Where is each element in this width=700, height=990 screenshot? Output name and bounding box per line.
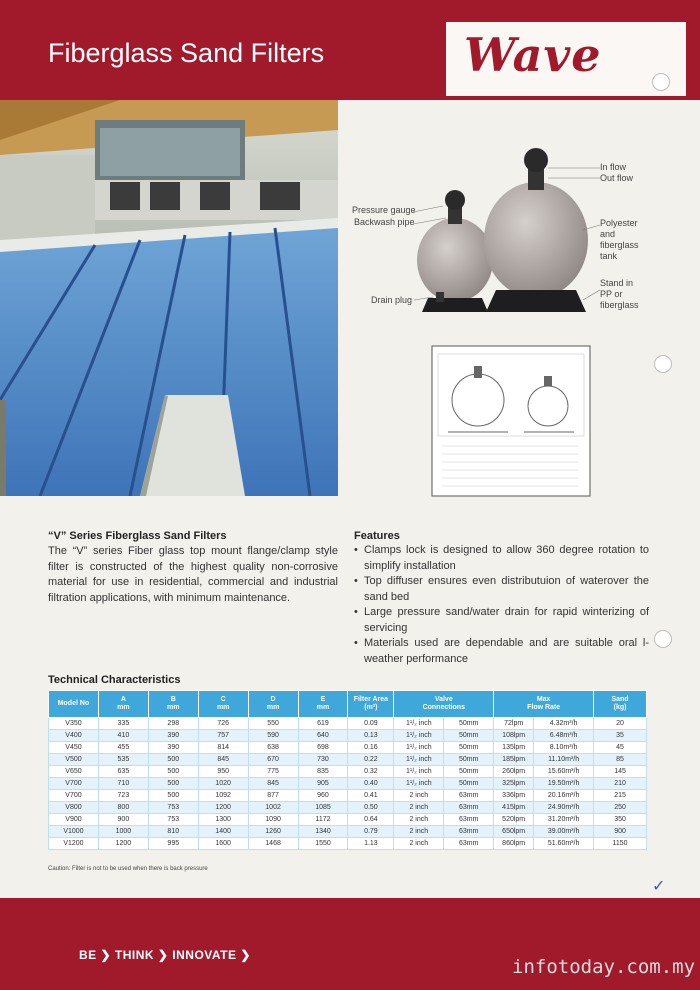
table-cell: 900: [594, 826, 647, 838]
table-cell: 1172: [298, 814, 348, 826]
table-cell: 45: [594, 742, 647, 754]
table-cell: 1000: [98, 826, 148, 838]
table-row: [49, 802, 647, 814]
table-cell: 1468: [248, 838, 298, 850]
table-header-cell: Valve Connections: [394, 691, 494, 718]
table-cell: 1¹/₂ inch: [394, 718, 444, 730]
table-cell: 1400: [198, 826, 248, 838]
table-cell: 1¹/₂ inch: [394, 730, 444, 742]
table-cell: V450: [49, 742, 99, 754]
table-cell: 905: [298, 778, 348, 790]
table-cell: 63mm: [444, 838, 494, 850]
table-cell: V800: [49, 802, 99, 814]
table-cell: 50mm: [444, 718, 494, 730]
table-cell: 1550: [298, 838, 348, 850]
table-cell: 0.16: [348, 742, 394, 754]
table-cell: 210: [594, 778, 647, 790]
table-cell: 500: [148, 766, 198, 778]
table-cell: 753: [148, 802, 198, 814]
table-cell: V700: [49, 790, 99, 802]
table-cell: V1000: [49, 826, 99, 838]
table-cell: 51.60m³/h: [534, 838, 594, 850]
table-cell: 85: [594, 754, 647, 766]
callout-stand-line: PP or: [600, 289, 623, 299]
table-cell: 1¹/₂ inch: [394, 778, 444, 790]
table-cell: 2 inch: [394, 826, 444, 838]
table-row: [49, 790, 647, 802]
tech-table: [48, 690, 647, 850]
feature-item: • Large pressure sand/water drain for rapid winterizing of servicing: [354, 605, 649, 636]
table-cell: 757: [198, 730, 248, 742]
table-cell: 19.50m³/h: [534, 778, 594, 790]
table-cell: 336lpm: [494, 790, 534, 802]
table-cell: 1¹/₂ inch: [394, 766, 444, 778]
table-cell: 500: [148, 790, 198, 802]
table-cell: 1090: [248, 814, 298, 826]
table-row: [49, 754, 647, 766]
callout-out-flow: Out flow: [600, 173, 634, 183]
table-cell: 1092: [198, 790, 248, 802]
table-header-cell: Model No: [49, 691, 99, 718]
table-cell: 590: [248, 730, 298, 742]
table-row: [49, 826, 647, 838]
callout-stand: [600, 278, 639, 311]
table-cell: 20: [594, 718, 647, 730]
callout-tank-line: tank: [600, 251, 618, 261]
table-cell: 726: [198, 718, 248, 730]
table-header-cell: Sand (kg): [594, 691, 647, 718]
callout-tank: [600, 218, 639, 262]
table-cell: 698: [298, 742, 348, 754]
table-cell: 6.48m³/h: [534, 730, 594, 742]
table-cell: 1300: [198, 814, 248, 826]
watermark: infotoday.com.my: [512, 956, 696, 978]
table-cell: 535: [98, 754, 148, 766]
table-cell: 63mm: [444, 826, 494, 838]
table-header-cell: A mm: [98, 691, 148, 718]
table-cell: 995: [148, 838, 198, 850]
table-cell: 298: [148, 718, 198, 730]
table-cell: 390: [148, 742, 198, 754]
features-list: [354, 543, 649, 667]
table-header-cell: Max Flow Rate: [494, 691, 594, 718]
table-cell: 1020: [198, 778, 248, 790]
table-cell: 0.13: [348, 730, 394, 742]
table-header-cell: D mm: [248, 691, 298, 718]
table-cell: 0.09: [348, 718, 394, 730]
footer-banner: [0, 898, 700, 990]
table-cell: 50mm: [444, 766, 494, 778]
table-cell: 325lpm: [494, 778, 534, 790]
table-row: [49, 778, 647, 790]
table-cell: 0.50: [348, 802, 394, 814]
table-row: [49, 742, 647, 754]
table-cell: 8.10m³/h: [534, 742, 594, 754]
table-cell: 15.60m³/h: [534, 766, 594, 778]
table-cell: 900: [98, 814, 148, 826]
table-cell: 0.41: [348, 790, 394, 802]
table-cell: 835: [298, 766, 348, 778]
intro-body: The “V” series Fiber glass top mount flange/clamp style filter is constructed of the highest quality non-corrosive material for use in residential, commercial and industrial filtration applications, with minimum maintenance.: [48, 545, 338, 604]
feature-item: • Top diffuser ensures even distributuion of waterover the sand bed: [354, 574, 649, 605]
table-cell: 350: [594, 814, 647, 826]
table-cell: 500: [148, 778, 198, 790]
table-cell: 0.79: [348, 826, 394, 838]
table-row: [49, 766, 647, 778]
table-cell: 50mm: [444, 730, 494, 742]
table-cell: 215: [594, 790, 647, 802]
table-cell: 1002: [248, 802, 298, 814]
callout-drain-plug: Drain plug: [371, 295, 413, 305]
table-cell: 1150: [594, 838, 647, 850]
table-cell: 108lpm: [494, 730, 534, 742]
table-cell: 1200: [198, 802, 248, 814]
callout-backwash-pipe: Backwash pipe: [354, 217, 415, 227]
callout-pressure-gauge: Pressure gauge: [352, 205, 416, 215]
features-heading: Features: [354, 530, 400, 542]
table-cell: 1340: [298, 826, 348, 838]
table-cell: 1¹/₂ inch: [394, 742, 444, 754]
table-cell: 800: [98, 802, 148, 814]
table-cell: 63mm: [444, 802, 494, 814]
table-cell: V350: [49, 718, 99, 730]
check-mark-icon: ✓: [652, 878, 666, 895]
table-cell: 2 inch: [394, 802, 444, 814]
table-cell: 2 inch: [394, 814, 444, 826]
caution-note: Caution: Filter is not to be used when there is back pressure: [48, 866, 208, 872]
table-cell: 24.90m³/h: [534, 802, 594, 814]
table-cell: 50mm: [444, 742, 494, 754]
table-cell: 185lpm: [494, 754, 534, 766]
table-cell: 1600: [198, 838, 248, 850]
table-header-cell: E mm: [298, 691, 348, 718]
wave-logo: Wave: [464, 28, 602, 82]
callout-in-flow: In flow: [600, 162, 627, 172]
table-row: [49, 814, 647, 826]
table-cell: 455: [98, 742, 148, 754]
callout-tank-line: Polyester: [600, 218, 638, 228]
callout-tank-line: and: [600, 229, 616, 239]
feature-item: • Clamps lock is designed to allow 360 degree rotation to simplify installation: [354, 543, 649, 574]
table-cell: 145: [594, 766, 647, 778]
callout-tank-line: fiberglass: [600, 240, 639, 250]
table-header-cell: B mm: [148, 691, 198, 718]
table-cell: 950: [198, 766, 248, 778]
table-cell: 20.16m³/h: [534, 790, 594, 802]
table-cell: 31.20m³/h: [534, 814, 594, 826]
table-cell: 0.40: [348, 778, 394, 790]
table-cell: 960: [298, 790, 348, 802]
table-cell: 39.00m³/h: [534, 826, 594, 838]
table-cell: 860lpm: [494, 838, 534, 850]
table-cell: 415lpm: [494, 802, 534, 814]
pool-photo: [0, 100, 338, 496]
tagline: BE ❯ THINK ❯ INNOVATE ❯: [79, 948, 251, 962]
table-cell: 520lpm: [494, 814, 534, 826]
table-cell: 11.10m³/h: [534, 754, 594, 766]
table-cell: 730: [298, 754, 348, 766]
table-cell: 619: [298, 718, 348, 730]
table-header-cell: Filter Area (m²): [348, 691, 394, 718]
pool-illustration: [0, 100, 338, 496]
table-cell: 0.22: [348, 754, 394, 766]
tech-title: Technical Characteristics: [48, 674, 181, 686]
table-cell: 814: [198, 742, 248, 754]
table-cell: 63mm: [444, 814, 494, 826]
table-cell: 35: [594, 730, 647, 742]
table-cell: 638: [248, 742, 298, 754]
table-row: [49, 730, 647, 742]
table-cell: 1260: [248, 826, 298, 838]
table-cell: 390: [148, 730, 198, 742]
table-cell: 640: [298, 730, 348, 742]
table-cell: V1200: [49, 838, 99, 850]
table-header-row: [49, 691, 647, 718]
table-cell: 500: [148, 754, 198, 766]
product-diagram: [338, 100, 700, 510]
table-cell: 775: [248, 766, 298, 778]
table-cell: 4.32m³/h: [534, 718, 594, 730]
table-cell: 260lpm: [494, 766, 534, 778]
table-cell: V900: [49, 814, 99, 826]
intro-heading: “V” Series Fiberglass Sand Filters: [48, 530, 227, 542]
callout-stand-line: fiberglass: [600, 300, 639, 310]
table-cell: 723: [98, 790, 148, 802]
table-cell: V500: [49, 754, 99, 766]
table-cell: 1¹/₂ inch: [394, 754, 444, 766]
table-cell: V700: [49, 778, 99, 790]
table-cell: 2 inch: [394, 838, 444, 850]
table-cell: 845: [198, 754, 248, 766]
table-cell: 410: [98, 730, 148, 742]
series-intro: [48, 530, 338, 606]
table-cell: 63mm: [444, 790, 494, 802]
header-banner: [0, 0, 700, 100]
table-cell: 72lpm: [494, 718, 534, 730]
table-cell: 0.32: [348, 766, 394, 778]
table-cell: V650: [49, 766, 99, 778]
table-cell: 0.64: [348, 814, 394, 826]
table-header-cell: C mm: [198, 691, 248, 718]
table-cell: V400: [49, 730, 99, 742]
feature-item: • Materials used are dependable and are suitable oral l-weather performance: [354, 636, 649, 667]
table-cell: 670: [248, 754, 298, 766]
table-cell: 50mm: [444, 754, 494, 766]
table-cell: 877: [248, 790, 298, 802]
table-cell: 650lpm: [494, 826, 534, 838]
table-cell: 1085: [298, 802, 348, 814]
table-cell: 710: [98, 778, 148, 790]
features-section: [354, 530, 649, 667]
table-row: [49, 718, 647, 730]
table-cell: 250: [594, 802, 647, 814]
callout-stand-line: Stand in: [600, 278, 634, 288]
table-cell: 50mm: [444, 778, 494, 790]
table-cell: 1.13: [348, 838, 394, 850]
table-cell: 635: [98, 766, 148, 778]
table-row: [49, 838, 647, 850]
binder-hole-icon: [654, 630, 672, 648]
table-cell: 753: [148, 814, 198, 826]
table-cell: 810: [148, 826, 198, 838]
logo-panel: [446, 22, 686, 96]
table-cell: 550: [248, 718, 298, 730]
table-cell: 1200: [98, 838, 148, 850]
page-title: Fiberglass Sand Filters: [48, 38, 325, 68]
binder-hole-icon: [652, 73, 670, 91]
table-cell: 2 inch: [394, 790, 444, 802]
table-cell: 845: [248, 778, 298, 790]
table-cell: 135lpm: [494, 742, 534, 754]
table-cell: 335: [98, 718, 148, 730]
